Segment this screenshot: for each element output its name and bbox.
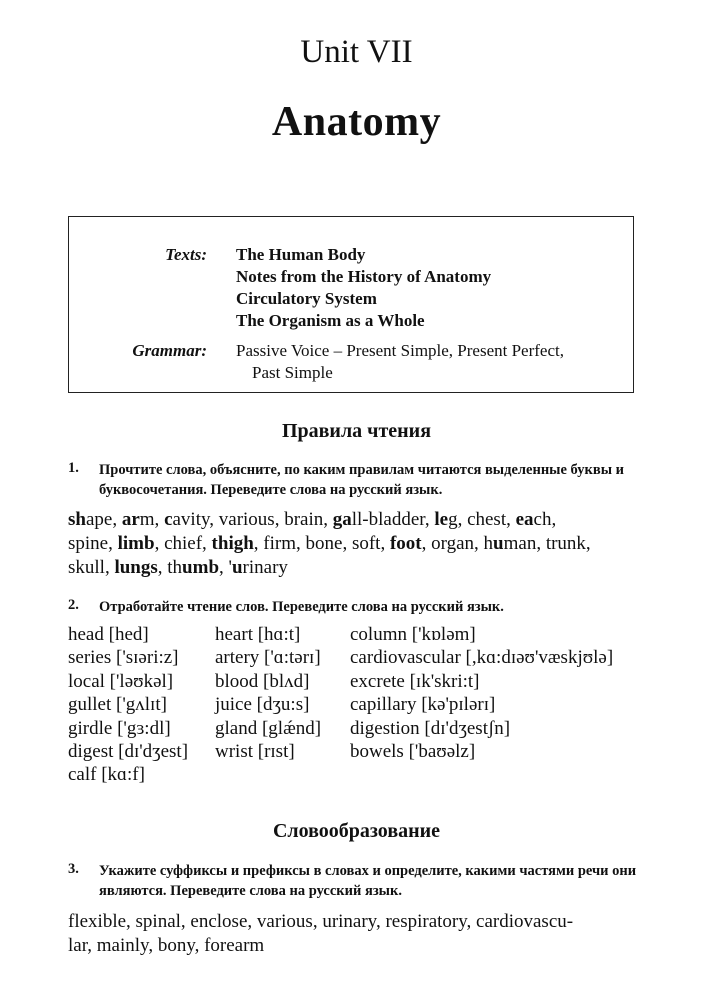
word-entry: column ['kɒləm]: [350, 624, 476, 645]
highlighted-letters: lungs: [114, 557, 158, 578]
word-line: spine, limb, chief, thigh, firm, bone, soft, foot, organ, human, trunk,: [68, 533, 591, 554]
grammar-label: Grammar:: [132, 341, 207, 360]
word-column-3: [350, 623, 613, 763]
highlighted-letters: ea: [515, 509, 534, 530]
task-instruction: Укажите суффиксы и префиксы в словах и определите, какими частями речи они являются. Переведите слова на русский язык.: [99, 863, 637, 899]
word-entry: head [hed]: [68, 624, 149, 645]
highlighted-letters: ga: [332, 509, 352, 530]
word-entry: artery ['ɑ:tərɪ]: [215, 647, 321, 669]
word-entry: heart [hɑ:t]: [215, 624, 301, 645]
highlighted-letters: c: [164, 509, 173, 530]
chapter-title: Anatomy: [271, 99, 442, 145]
word-entry: blood [blʌd]: [215, 670, 310, 692]
word-entry: capillary [kə'pɪlərɪ]: [350, 694, 496, 716]
word-entry: gullet ['gʌlɪt]: [68, 694, 167, 716]
word-entry: excrete [ɪk'skri:t]: [350, 670, 480, 692]
highlighted-letters: umb: [182, 557, 220, 578]
word-line: skull, lungs, thumb, 'urinary: [68, 557, 288, 578]
highlighted-letters: sh: [68, 509, 86, 530]
text-item: The Organism as a Whole: [236, 311, 425, 330]
highlighted-letters: thigh: [211, 533, 254, 554]
word-entry: girdle ['gɜ:dl]: [68, 717, 171, 739]
task-number: 1.: [68, 460, 79, 476]
unit-heading: Unit VII: [300, 34, 413, 70]
task-number: 3.: [68, 861, 79, 877]
task-instruction: Прочтите слова, объясните, по каким правилам читаются выделенные буквы и буквосочетания. Переведите слова на русский язык.: [99, 462, 624, 498]
highlighted-letters: u: [493, 533, 504, 554]
highlighted-letters: u: [231, 557, 243, 578]
word-entry: wrist [rɪst]: [215, 741, 295, 763]
highlighted-letters: le: [434, 509, 449, 530]
section-heading-word-formation: Словообразование: [272, 820, 441, 842]
word-entry: juice [dʒu:s]: [215, 694, 310, 716]
highlighted-letters: foot: [389, 533, 422, 554]
task-number: 2.: [68, 597, 79, 613]
word-entry: local ['ləʊkəl]: [68, 670, 174, 692]
section-heading-reading: Правила чтения: [281, 420, 432, 442]
word-line: flexible, spinal, enclose, various, urinary, respiratory, cardiovascu-: [68, 911, 574, 932]
word-entry: calf [kɑ:f]: [68, 764, 145, 786]
task-instruction: Отработайте чтение слов. Переведите слова на русский язык.: [99, 599, 504, 615]
word-entry: bowels ['baʊəlz]: [350, 741, 476, 763]
task1-word-list: [68, 508, 640, 580]
word-line: lar, mainly, bony, forearm: [68, 935, 265, 956]
word-column-2: [215, 623, 321, 763]
word-entry: gland [glǽnd]: [215, 717, 322, 739]
highlighted-letters: limb: [117, 533, 155, 554]
texts-label: Texts:: [165, 245, 207, 264]
highlighted-letters: ar: [121, 509, 140, 530]
text-item: Circulatory System: [236, 289, 377, 308]
word-entry: series ['sɪəri:z]: [68, 647, 179, 669]
grammar-line: Passive Voice – Present Simple, Present Perfect,: [236, 341, 564, 360]
text-item: The Human Body: [236, 245, 366, 264]
word-column-1: [68, 623, 188, 787]
text-item: Notes from the History of Anatomy: [236, 267, 492, 286]
task3-word-list: [68, 910, 640, 958]
word-line: shape, arm, cavity, various, brain, gall-bladder, leg, chest, each,: [68, 509, 557, 530]
word-entry: cardiovascular [,kɑ:dɪəʊ'væskjʊlə]: [350, 647, 614, 669]
contents-box: [68, 216, 634, 393]
grammar-line: Past Simple: [252, 363, 333, 382]
word-entry: digest [dɪ'dʒest]: [68, 741, 189, 763]
word-entry: digestion [dɪ'dʒestʃn]: [350, 717, 511, 739]
